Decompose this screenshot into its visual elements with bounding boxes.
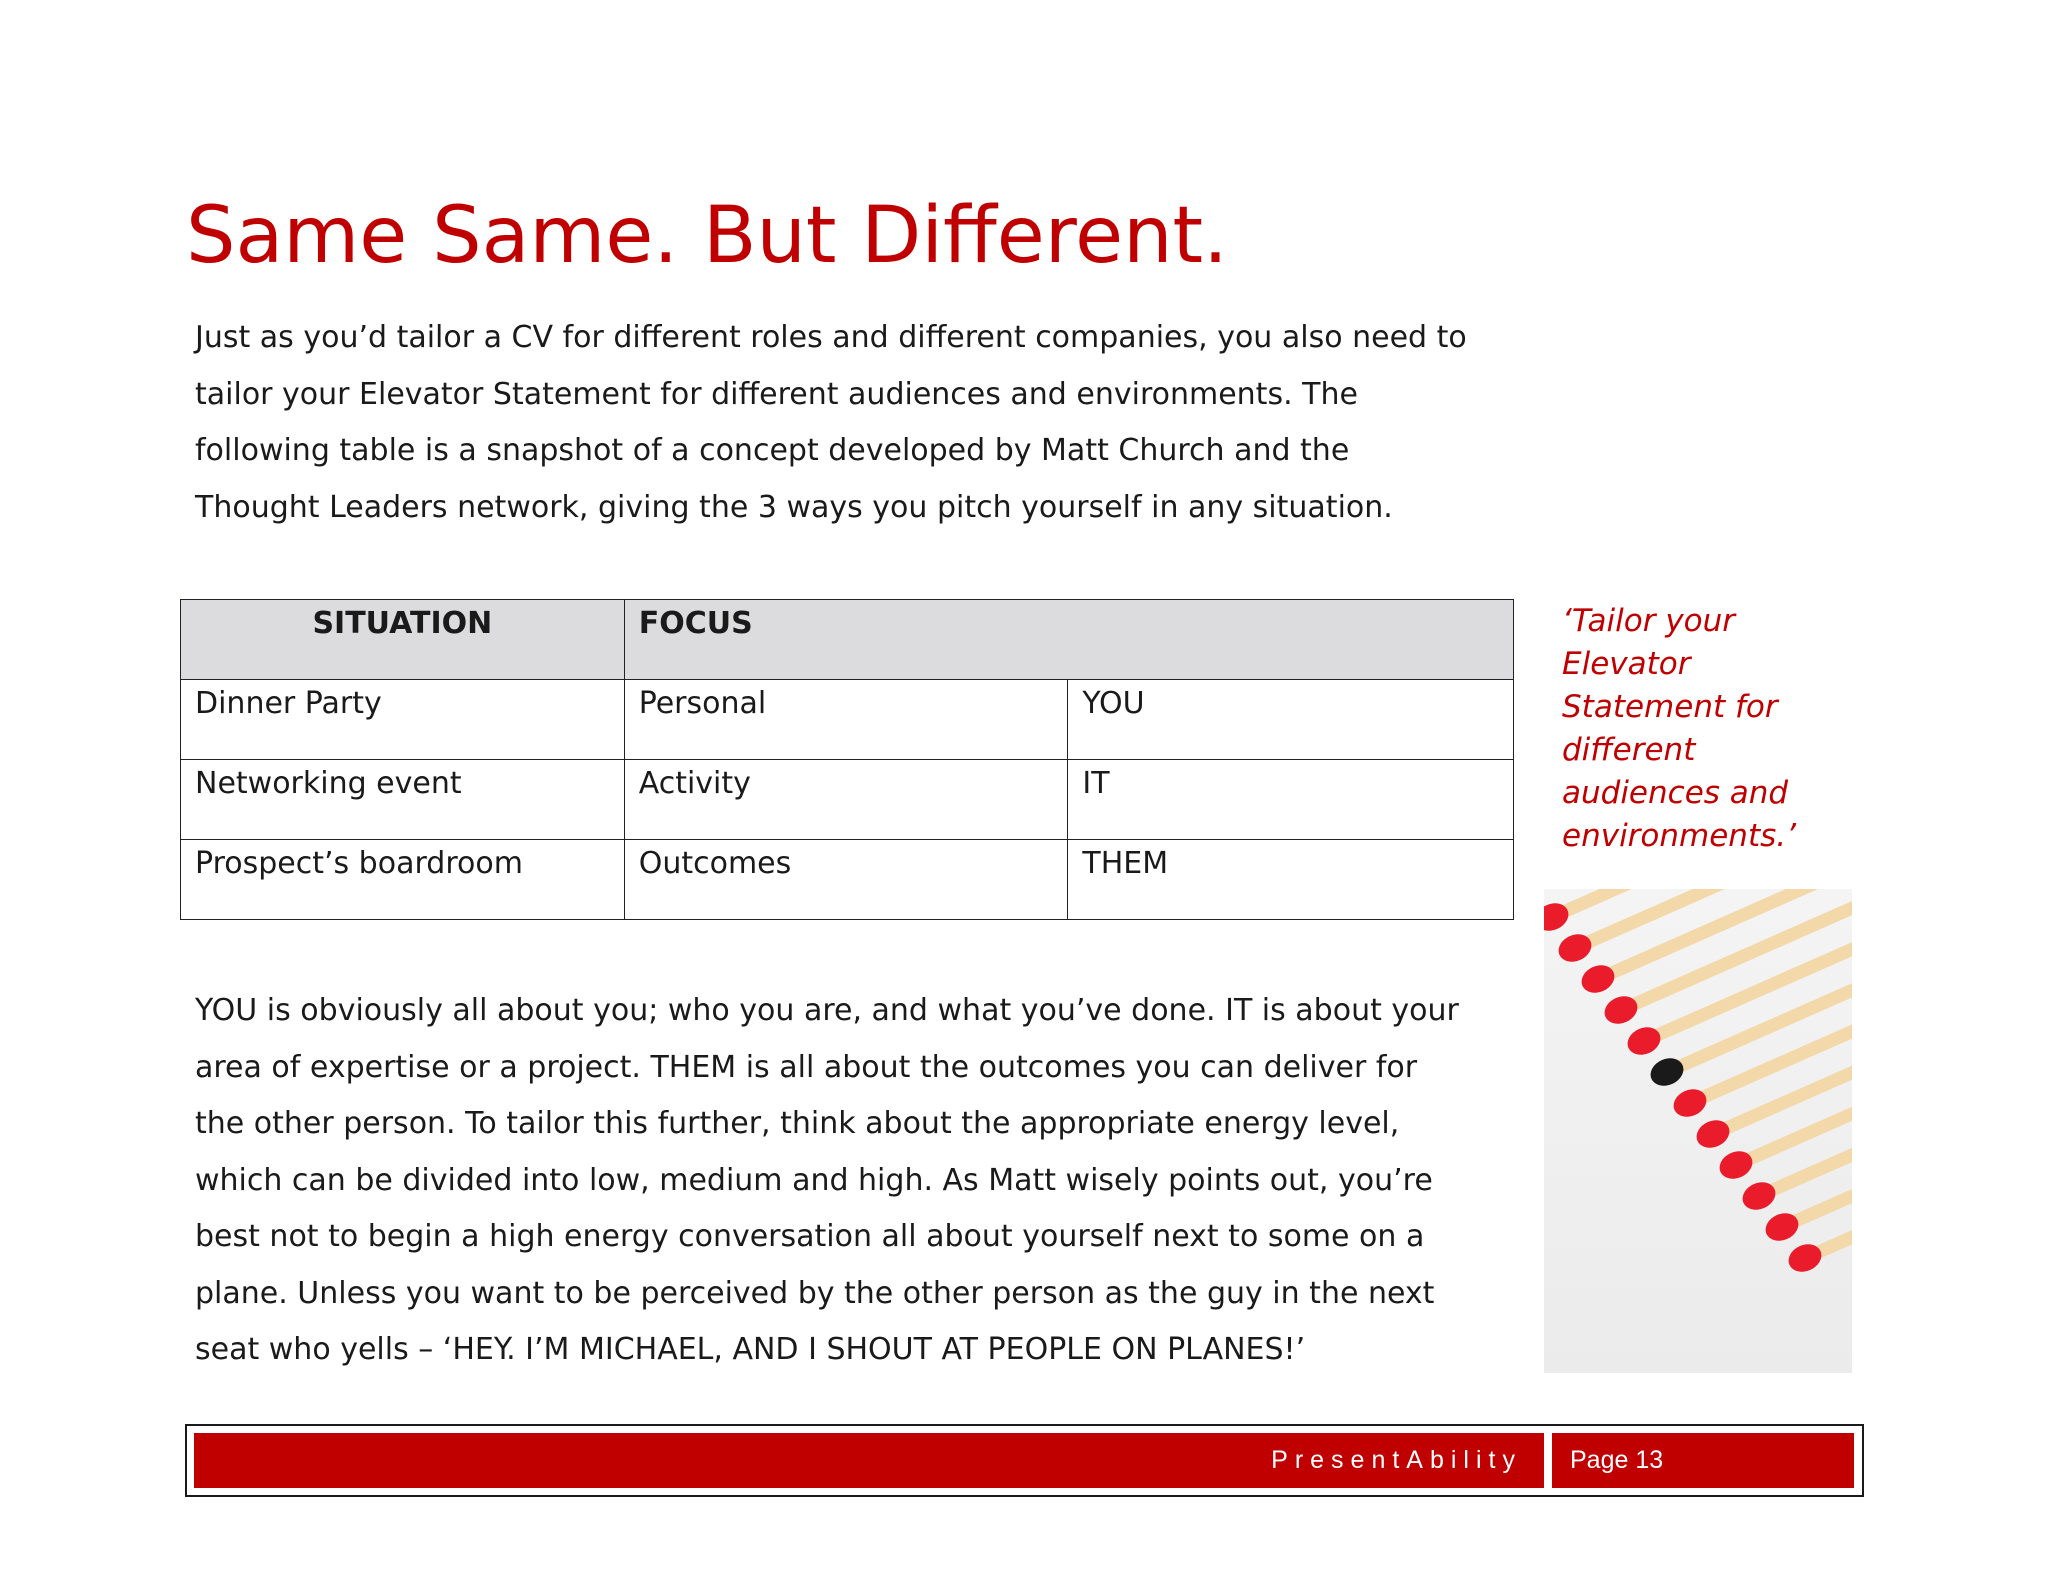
- page-number: Page 13: [1552, 1433, 1854, 1488]
- cell-focus: Outcomes: [624, 840, 1068, 920]
- table-header-row: [181, 600, 1514, 680]
- cell-who: IT: [1068, 760, 1514, 840]
- table-row: [181, 760, 1514, 840]
- footer-brand: PresentAbility: [194, 1433, 1544, 1488]
- intro-line: Just as you’d tailor a CV for different roles and different companies, you also need to: [195, 320, 1467, 355]
- intro-line: tailor your Elevator Statement for different audiences and environments. The: [195, 376, 1358, 412]
- cell-focus: Activity: [624, 760, 1068, 840]
- page-title: Same Same. But Different.: [186, 191, 1228, 281]
- cell-situation: Dinner Party: [181, 680, 625, 760]
- cell-who: THEM: [1068, 840, 1514, 920]
- cell-situation: Networking event: [181, 760, 625, 840]
- focus-table: [180, 599, 1514, 920]
- pull-quote: ‘Tailor your Elevator Statement for different audiences and environments.’: [1562, 603, 1796, 854]
- table-row: [181, 680, 1514, 760]
- body-line: which can be divided into low, medium and high. As Matt wisely points out, you’re: [195, 1162, 1433, 1198]
- body-line: YOU is obviously all about you; who you are, and what you’ve done. IT is about your: [195, 993, 1459, 1028]
- cell-focus: Personal: [624, 680, 1068, 760]
- matches-illustration: [1544, 889, 1852, 1373]
- body-line: area of expertise or a project. THEM is all about the outcomes you can deliver for: [195, 1049, 1418, 1085]
- body-line: plane. Unless you want to be perceived by the other person as the guy in the next: [195, 1275, 1435, 1311]
- intro-paragraph: [195, 310, 1525, 536]
- cell-situation: Prospect’s boardroom: [181, 840, 625, 920]
- table-row: [181, 840, 1514, 920]
- body-paragraph: [195, 983, 1525, 1379]
- matches-photo: [1544, 889, 1852, 1373]
- body-line: best not to begin a high energy conversation all about yourself next to some on a: [195, 1219, 1425, 1254]
- intro-line: Thought Leaders network, giving the 3 ways you pitch yourself in any situation.: [195, 489, 1393, 525]
- body-line: seat who yells – ‘HEY. I’M MICHAEL, AND I SHOUT AT PEOPLE ON PLANES!’: [195, 1332, 1306, 1367]
- body-line: the other person. To tailor this further, think about the appropriate energy level,: [195, 1106, 1400, 1141]
- header-focus: FOCUS: [624, 600, 1513, 680]
- header-situation: SITUATION: [181, 600, 625, 680]
- cell-who: YOU: [1068, 680, 1514, 760]
- intro-line: following table is a snapshot of a concept developed by Matt Church and the: [195, 433, 1350, 468]
